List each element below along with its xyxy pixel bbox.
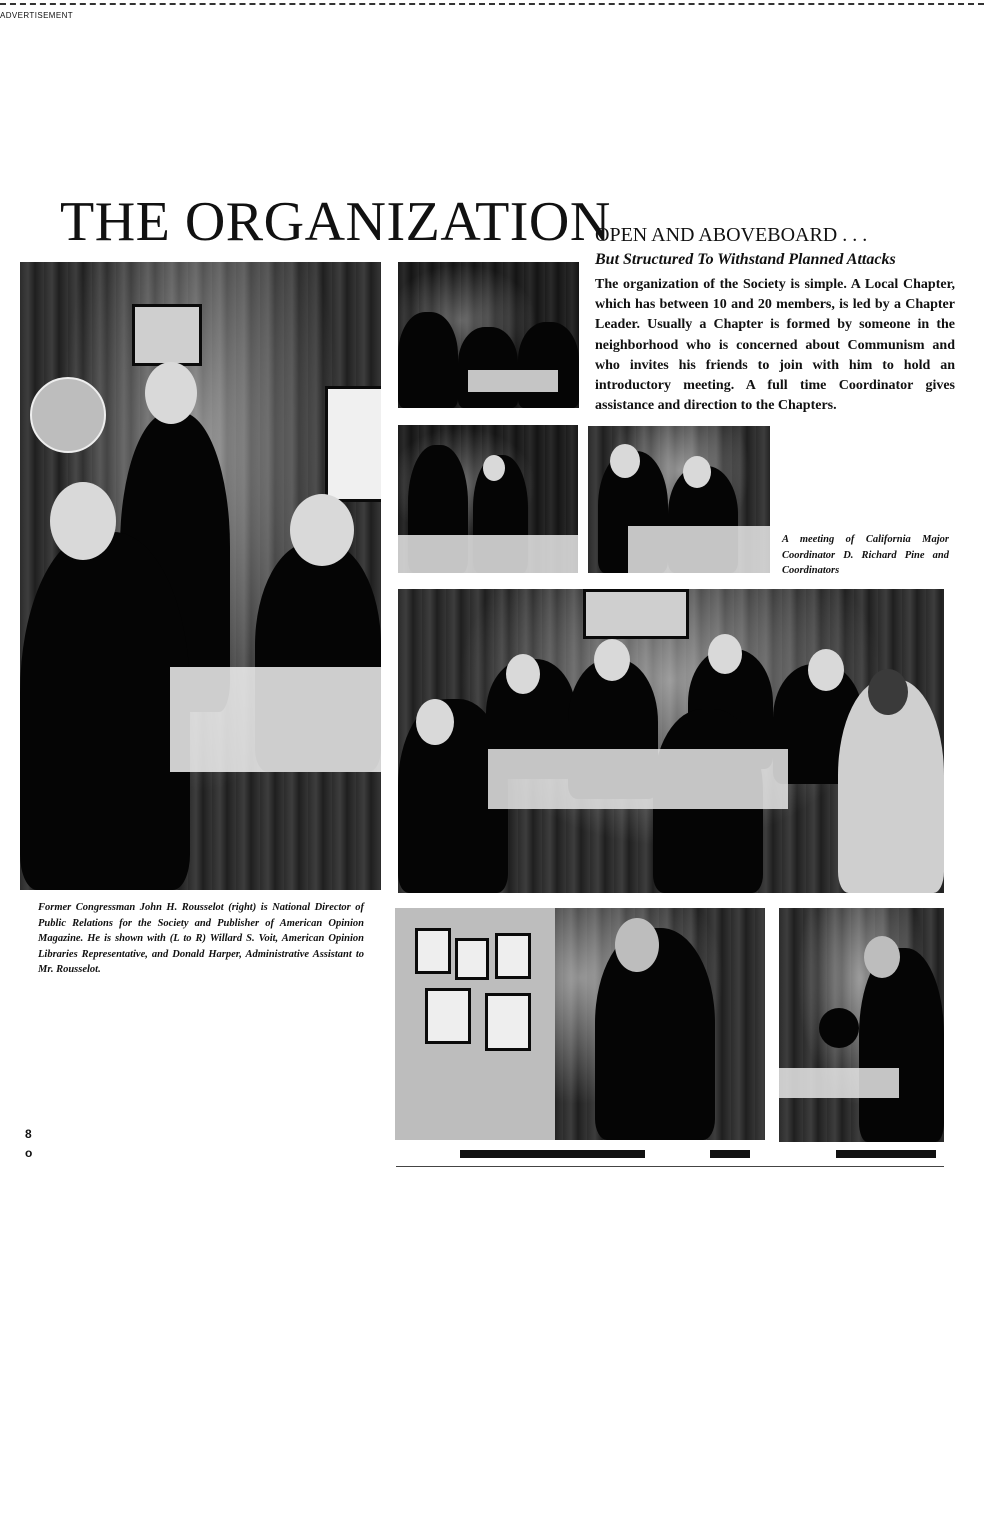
bottom-rule [396, 1166, 944, 1167]
subhead-italic: But Structured To Withstand Planned Attacks [595, 251, 896, 268]
bottom-bar-right [836, 1150, 936, 1158]
top-rule [0, 3, 984, 5]
page-number [25, 1125, 32, 1163]
photo-meeting-middle-left [398, 425, 578, 573]
headline: THE ORGANIZATION [60, 191, 611, 253]
advertisement-label: ADVERTISEMENT [0, 11, 74, 20]
photo-office-desk [779, 908, 944, 1142]
article-body: The organization of the Society is simple. A Local Chapter, which has between 10 and 20 members, is led by a Chapter Leader. Usually a Chapter is formed by someone in the neighborhood who is concerned about Communism and who invites his friends to join with him to hold an introductory meeting. A full time Coordinator gives assistance and direction to the Chapters. [595, 277, 955, 414]
page-number-digit: 8 [25, 1127, 32, 1141]
bottom-bar-middle [710, 1150, 750, 1158]
bottom-bar-left [460, 1150, 645, 1158]
photo-meeting-top [398, 262, 579, 408]
photo-meeting-large [398, 589, 944, 893]
photo-meeting-middle-right [588, 426, 770, 573]
caption-rousselot: Former Congressman John H. Rousselot (right) is National Director of Public Relations for the Society and Publisher of American Opinion Magazine. He is shown with (L to R) Willard S. Voit, American Opinion Libraries Representative, and Donald Harper, Administrative Assistant to Mr. Rousselot. [38, 902, 364, 975]
photo-file-room [395, 908, 765, 1140]
caption-meeting: A meeting of California Major Coordinator D. Richard Pine and Coordinators [782, 534, 949, 576]
subhead: OPEN AND ABOVEBOARD . . . [595, 224, 868, 246]
page-number-mark: o [25, 1146, 33, 1160]
photo-rousselot-group [20, 262, 381, 890]
